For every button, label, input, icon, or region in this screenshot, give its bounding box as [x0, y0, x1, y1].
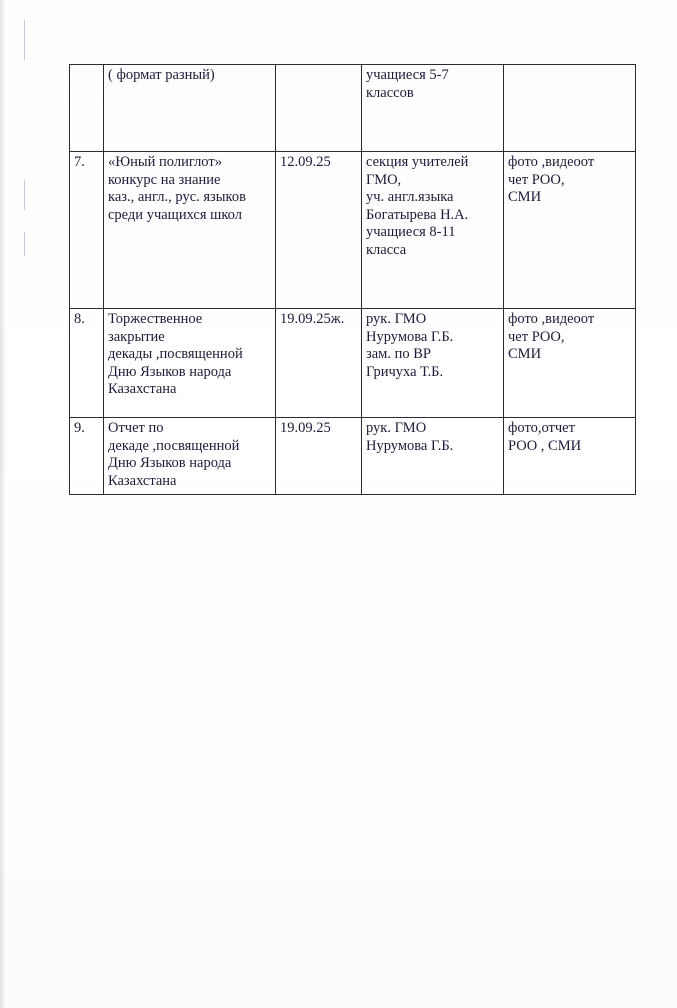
event-cell: «Юный полиглот» конкурс на знание каз., англ., рус. языков среди учащихся школ — [104, 152, 276, 309]
scan-mark — [24, 20, 25, 60]
scan-mark — [24, 232, 25, 256]
table-row — [70, 309, 636, 418]
scan-left-edge — [0, 0, 6, 1008]
responsible-cell: рук. ГМО Нурумова Г.Б. — [362, 418, 504, 495]
scan-mark — [24, 180, 25, 210]
row-number-cell — [70, 65, 104, 152]
event-cell: ( формат разный) — [104, 65, 276, 152]
date-cell: 12.09.25 — [276, 152, 362, 309]
report-form-cell — [504, 65, 636, 152]
event-cell: Торжественное закрытие декады ,посвященной Дню Языков народа Казахстана — [104, 309, 276, 418]
events-table — [69, 64, 636, 495]
date-cell: 19.09.25ж. — [276, 309, 362, 418]
report-form-cell: фото ,видеоот чет РОО, СМИ — [504, 309, 636, 418]
table-row — [70, 152, 636, 309]
date-cell: 19.09.25 — [276, 418, 362, 495]
report-form-cell: фото ,видеоот чет РОО, СМИ — [504, 152, 636, 309]
responsible-cell: секция учителей ГМО, уч. англ.языка Богатырева Н.А. учащиеся 8-11 класса — [362, 152, 504, 309]
row-number-cell: 9. — [70, 418, 104, 495]
responsible-cell: учащиеся 5-7 классов — [362, 65, 504, 152]
event-cell: Отчет по декаде ,посвященной Дню Языков народа Казахстана — [104, 418, 276, 495]
responsible-cell: рук. ГМО Нурумова Г.Б. зам. по ВР Гричуха Т.Б. — [362, 309, 504, 418]
date-cell — [276, 65, 362, 152]
report-form-cell: фото,отчет РОО , СМИ — [504, 418, 636, 495]
table-row — [70, 65, 636, 152]
row-number-cell: 8. — [70, 309, 104, 418]
table-row — [70, 418, 636, 495]
row-number-cell: 7. — [70, 152, 104, 309]
